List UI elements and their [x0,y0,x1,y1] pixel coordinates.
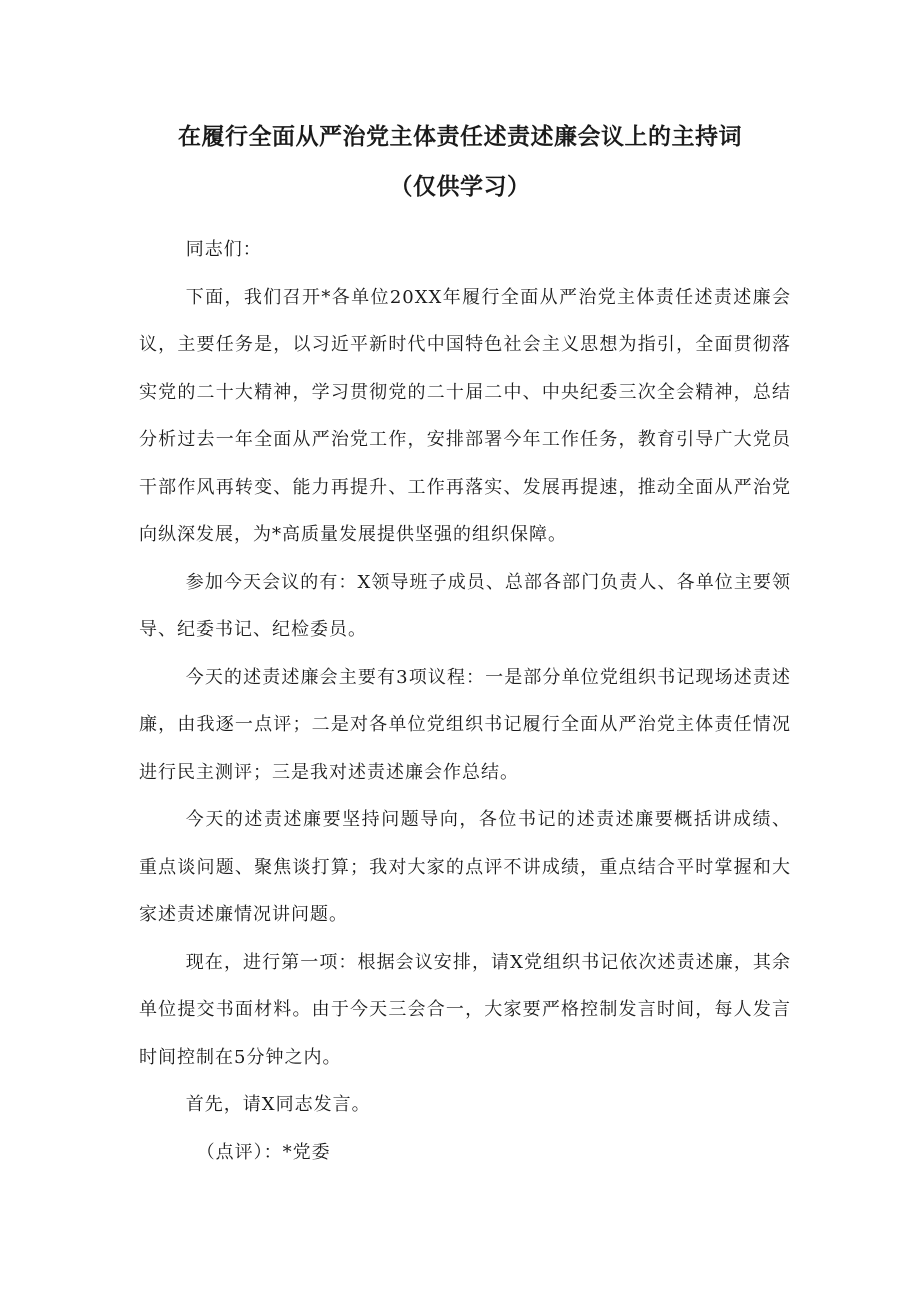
first-speaker-paragraph: 首先，请X同志发言。 [185,1094,371,1115]
requirements-paragraph: 今天的述责述廉要坚持问题导向，各位书记的述责述廉要概括讲成绩、重点谈问题、聚焦谈打算；我对大家的点评不讲成绩，重点结合平时掌握和大家述责述廉情况讲问题。 [139,809,791,925]
salutation-paragraph: 同志们： [185,239,262,260]
agenda-paragraph: 今天的述责述廉会主要有3项议程：一是部分单位党组织书记现场述责述廉，由我逐一点评；二是对各单位党组织书记履行全面从严治党主体责任情况进行民主测评；三是我对述责述廉会作总结。 [139,666,791,783]
attendees-paragraph: 参加今天会议的有：X领导班子成员、总部各部门负责人、各单位主要领导、纪委书记、纪检委员。 [139,571,791,640]
document-body [139,226,791,1176]
meeting-purpose-paragraph: 下面，我们召开*各单位20XX年履行全面从严治党主体责任述责述廉会议，主要任务是，以习近平新时代中国特色社会主义思想为指引，全面贯彻落实党的二十大精神，学习贯彻党的二十届二中、中央纪委三次全会精神，总结分析过去一年全面从严治党工作，安排部署今年工作任务，教育引导广大党员干部作风再转变、能力再提升、工作再落实、发展再提速，推动全面从严治党向纵深发展，为*高质量发展提供坚强的组织保障。 [139,286,791,545]
first-item-paragraph: 现在，进行第一项：根据会议安排，请X党组织书记依次述责述廉，其余单位提交书面材料。由于今天三会合一，大家要严格控制发言时间，每人发言时间控制在5分钟之内。 [139,951,791,1068]
document-subtitle: （仅供学习） [389,174,531,200]
document-title: 在履行全面从严治党主体责任述责述廉会议上的主持词 [178,124,742,150]
comment-note: （点评）：*党委 [196,1141,331,1163]
